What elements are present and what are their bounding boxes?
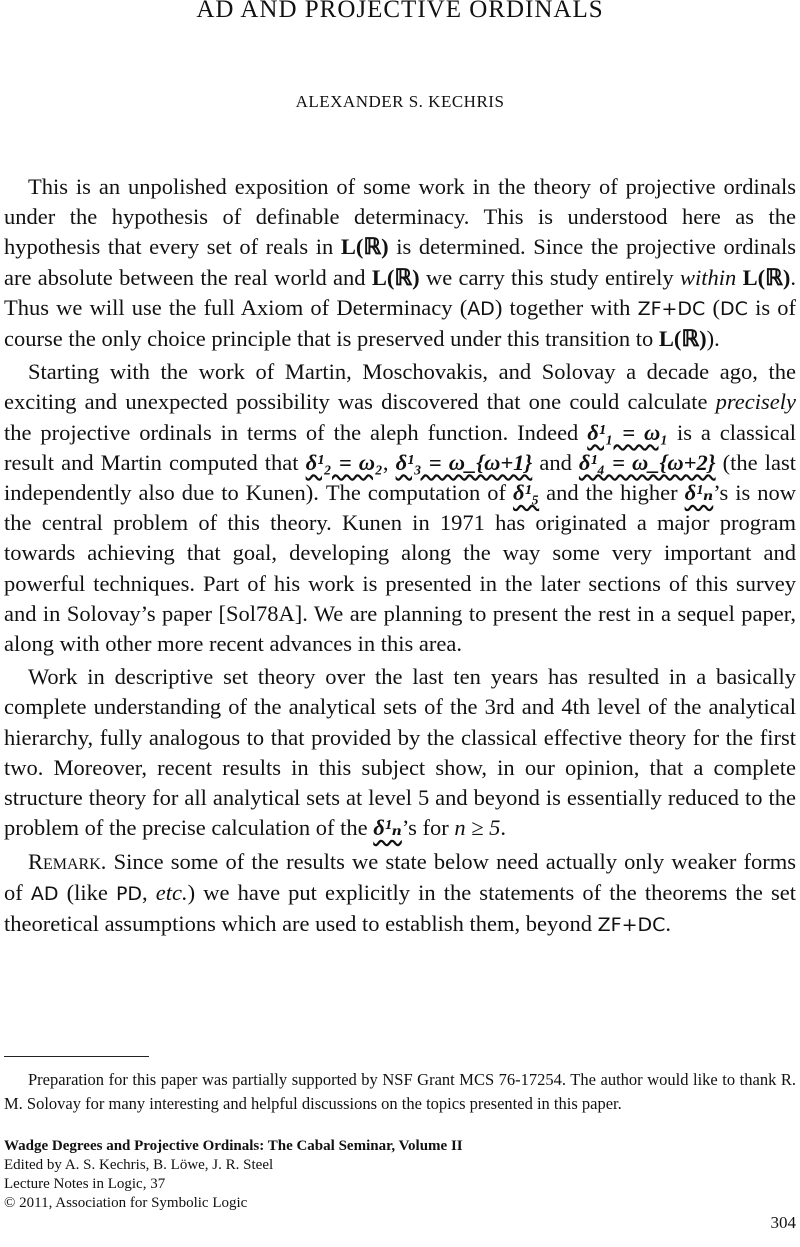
copyright-line: © 2011, Association for Symbolic Logic (4, 1195, 248, 1211)
paragraph-history: Starting with the work of Martin, Moschovakis, and Solovay a decade ago, the exciting and unexpected possibility was discovered that one could calculate precisely the projective ordinals in terms of the aleph function. Indeed δ¹₁ = ω₁ is a classical result and Martin computed that δ¹₂ = ω₂, δ¹₃ = ω_{ω+1} and δ¹₄ = ω_{ω+2} (the last independently also due to Kunen). The computation of δ¹₅ and the higher δ¹ₙ’s is now the central problem of this theory. Kunen in 1971 has originated a major program towards achieving that goal, developing along the way some very important and powerful techniques. Part of his work is presented in the later sections of this survey and in Solovay’s paper [Sol78A]. We are planning to present the rest in a sequel paper, along with other more recent advances in this area. (4, 359, 797, 657)
body-text (4, 172, 796, 943)
page-number: 304 (770, 1213, 796, 1232)
series-line: Lecture Notes in Logic, 37 (4, 1176, 166, 1192)
delta-n-symbol: δ¹ₙ (373, 815, 402, 841)
book-title: Wadge Degrees and Projective Ordinals: The Cabal Seminar, Volume II (4, 1138, 463, 1154)
remark-paragraph: Remark. Since some of the results we state below need actually only weaker forms of AD (like PD, etc.) we have put explicitly in the statements of the theorems the set theoretical assumptions which are used to establish them, beyond ZF+DC. (4, 849, 797, 936)
delta-3-formula: δ¹₃ = ω_{ω+1} (395, 449, 533, 475)
remark-label: Remark. (28, 849, 107, 875)
delta-n-symbol: δ¹ₙ (684, 480, 714, 506)
publication-info (4, 1137, 796, 1213)
delta-1-formula: δ¹₁ = ω₁ (587, 419, 669, 445)
paper-title: AD AND PROJECTIVE ORDINALS (196, 0, 604, 23)
delta-2-formula: δ¹₂ = ω₂ (305, 449, 383, 475)
editors-line: Edited by A. S. Kechris, B. Löwe, J. R. Steel (4, 1157, 274, 1173)
paragraph-intro: This is an unpolished exposition of some work in the theory of projective ordinals under the hypothesis of definable determinacy. This is understood here as the hypothesis that every set of reals in L(ℝ) is determined. Since the projective ordinals are absolute between the real world and L(ℝ) we carry this study entirely within L(ℝ). Thus we will use the full Axiom of Determinacy (AD) together with ZF+DC (DC is of course the only choice principle that is preserved under this transition to L(ℝ)). (4, 174, 797, 352)
delta-4-formula: δ¹₄ = ω_{ω+2} (578, 449, 716, 475)
footnote-divider (4, 1056, 149, 1057)
paragraph-descriptive: Work in descriptive set theory over the last ten years has resulted in a basically complete understanding of the analytical sets of the 3rd and 4th level of the analytical hierarchy, fully analogous to that provided by the classical effective theory for the first two. Moreover, recent results in this subject show, in our opinion, that a complete structure theory for all analytical sets at level 5 and beyond is essentially reduced to the problem of the precise calculation of the δ¹ₙ’s for n ≥ 5. (4, 664, 796, 841)
delta-5-symbol: δ¹₅ (513, 480, 540, 506)
paper-author: ALEXANDER S. KECHRIS (295, 92, 505, 111)
footnote: Preparation for this paper was partially supported by NSF Grant MCS 76-17254. The author would like to thank R. M. Solovay for many interesting and helpful discussions on the topics presented in this paper. (4, 1070, 796, 1113)
